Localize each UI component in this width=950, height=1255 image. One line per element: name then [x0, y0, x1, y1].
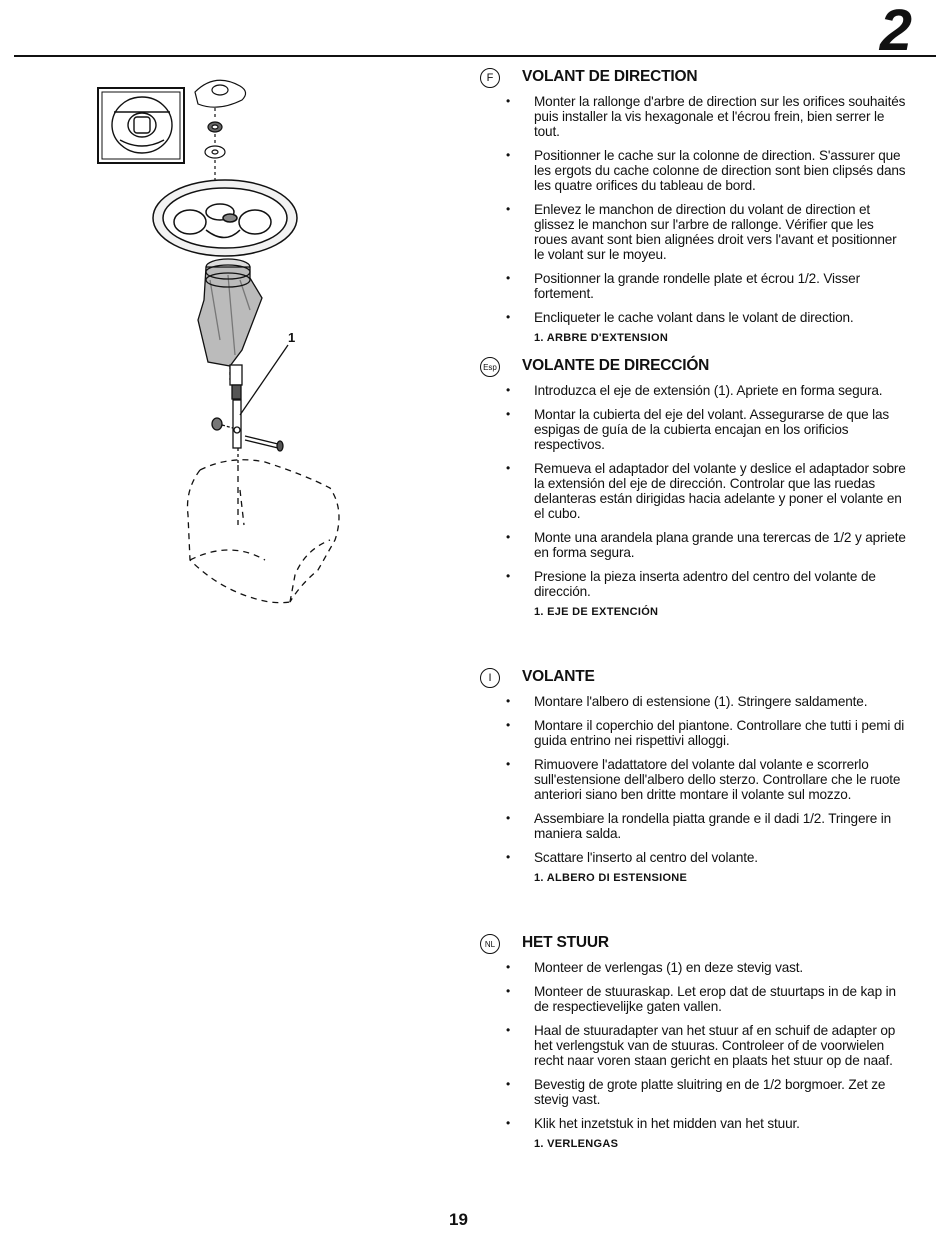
steering-wheel-assembly-diagram — [90, 70, 390, 630]
instruction-list — [480, 94, 910, 325]
list-item: • Presione la pieza inserta adentro del centro del volante de dirección. — [480, 569, 910, 599]
section-italian — [480, 668, 910, 884]
column-cover — [198, 259, 262, 366]
list-item: • Remueva el adaptador del volante y deslice el adaptador sobre la extensión del eje de dirección. Controlar que las ruedas delanteras están dirigidas hacia adelante y poner el volante en el cubo. — [480, 461, 910, 521]
list-item: • Enlevez le manchon de direction du volant de direction et glissez le manchon sur l'arbre de rallonge. Vérifier que les roues avant sont bien alignées droit vers l'avant et positionner le volant sur le moyeu. — [480, 202, 910, 262]
part-caption: 1. EJE DE EXTENCIÓN — [534, 606, 659, 618]
list-item: • Haal de stuuradapter van het stuur af en schuif de adapter op het verlengstuk van de stuuras. Controleer of de voorwielen recht naar voren staan gericht en plaats het stuur op de naaf. — [480, 1023, 910, 1068]
section-title: HET STUUR — [522, 934, 609, 951]
language-badge: I — [480, 668, 500, 688]
callout-label: 1 — [288, 330, 296, 345]
header-rule — [14, 55, 936, 57]
steering-wheel — [153, 180, 297, 256]
instruction-list — [480, 694, 910, 865]
list-item: • Montare il coperchio del piantone. Controllare che tutti i pemi di guida entrino nei rispettivi alloggi. — [480, 718, 910, 748]
list-item: • Monter la rallonge d'arbre de direction sur les orifices souhaités puis installer la vis hexagonale et l'écrou frein, bien serrer le tout. — [480, 94, 910, 139]
section-dutch — [480, 934, 910, 1150]
dashboard-outline — [188, 460, 340, 603]
section-french — [480, 68, 910, 344]
section-title: VOLANT DE DIRECTION — [522, 68, 698, 85]
list-item: • Encliqueter le cache volant dans le volant de direction. — [480, 310, 910, 325]
section-spanish — [480, 357, 910, 618]
list-item: • Scattare l'inserto al centro del volante. — [480, 850, 910, 865]
section-title: VOLANTE DE DIRECCIÓN — [522, 357, 710, 374]
list-item: • Monteer de verlengas (1) en deze stevig vast. — [480, 960, 910, 975]
inset-detail — [98, 88, 184, 163]
list-item: • Bevestig de grote platte sluitring en de 1/2 borgmoer. Zet ze stevig vast. — [480, 1077, 910, 1107]
list-item: • Monteer de stuuraskap. Let erop dat de stuurtaps in de kap in de respectievelijke gaten vallen. — [480, 984, 910, 1014]
list-item: • Positionner la grande rondelle plate et écrou 1/2. Visser fortement. — [480, 271, 910, 301]
part-caption: 1. ALBERO DI ESTENSIONE — [534, 872, 688, 884]
list-item: • Montar la cubierta del eje del volant. Assegurarse de que las espigas de guía de la cubierta encajan en los orificios respectivos. — [480, 407, 910, 452]
list-item: • Assembiare la rondella piatta grande e il dadi 1/2. Tringere in maniera salda. — [480, 811, 910, 841]
section-title: VOLANTE — [522, 668, 595, 685]
language-badge: Esp — [480, 357, 500, 377]
list-item: • Monte una arandela plana grande una terercas de 1/2 y apriete en forma segura. — [480, 530, 910, 560]
instruction-list — [480, 383, 910, 599]
list-item: • Montare l'albero di estensione (1). Stringere saldamente. — [480, 694, 910, 709]
list-item: • Introduzca el eje de extensión (1). Apriete en forma segura. — [480, 383, 910, 398]
extension-shaft — [212, 365, 283, 465]
page-number: 19 — [449, 1210, 468, 1229]
chapter-number: 2 — [879, 0, 912, 63]
instruction-list — [480, 960, 910, 1131]
language-badge: F — [480, 68, 500, 88]
part-caption: 1. VERLENGAS — [534, 1138, 619, 1150]
part-caption: 1. ARBRE D'EXTENSION — [534, 332, 669, 344]
list-item: • Klik het inzetstuk in het midden van het stuur. — [480, 1116, 910, 1131]
list-item: • Positionner le cache sur la colonne de direction. S'assurer que les ergots du cache colonne de direction sont bien clipsés dans les quatre orifices du tableau de bord. — [480, 148, 910, 193]
list-item: • Rimuovere l'adattatore del volante dal volante e scorrerlo sull'estensione dell'albero dello sterzo. Controllare che le ruote anteriori siano ben dritte montare il volante sul mozzo. — [480, 757, 910, 802]
language-badge: NL — [480, 934, 500, 954]
